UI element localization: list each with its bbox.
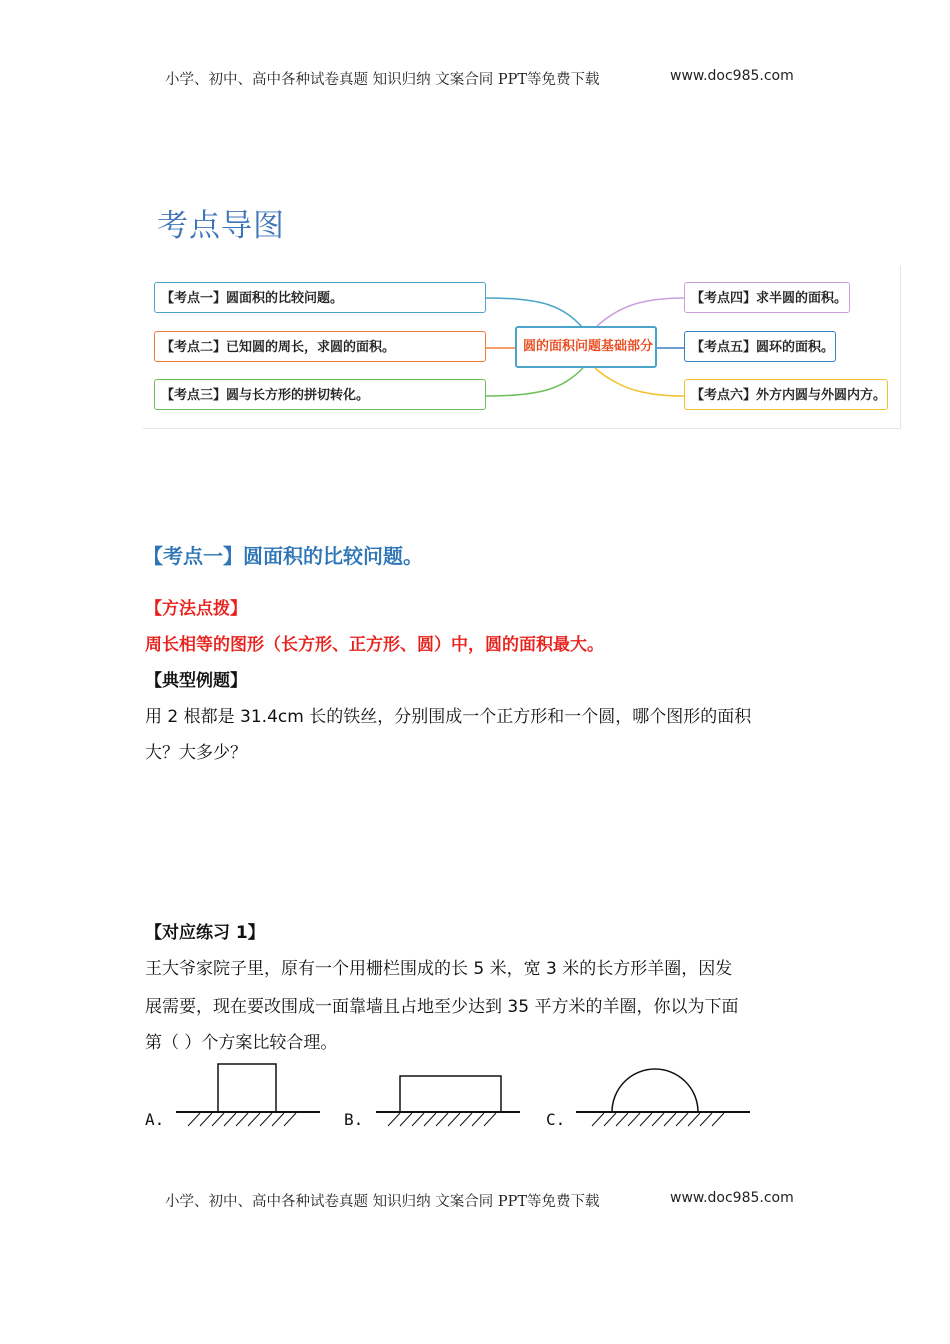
- mindmap-node-1: 【考点一】圆面积的比较问题。: [154, 282, 486, 313]
- mindmap-node-3: 【考点三】圆与长方形的拼切转化。: [154, 379, 486, 410]
- example-line-1: 用 2 根都是 31.4cm 长的铁丝，分别围成一个正方形和一个圆，哪个图形的面积: [145, 707, 752, 727]
- option-b-label: B.: [344, 1110, 364, 1129]
- practice-line-1: 王大爷家院子里，原有一个用栅栏围成的长 5 米，宽 3 米的长方形羊圈，因发: [145, 959, 733, 979]
- practice-line-3: 第（ ）个方案比较合理。: [145, 1033, 338, 1053]
- practice-heading: 【对应练习 1】: [145, 923, 265, 943]
- option-c-label: C.: [546, 1110, 566, 1129]
- mindmap-node-4: 【考点四】求半圆的面积。: [684, 282, 850, 313]
- example-heading: 【典型例题】: [145, 671, 247, 691]
- mindmap-node-5: 【考点五】圆环的面积。: [684, 331, 836, 362]
- mindmap-node-2: 【考点二】已知圆的周长，求圆的面积。: [154, 331, 486, 362]
- practice-line-2: 展需要，现在要改围成一面靠墙且占地至少达到 35 平方米的羊圈，你以为下面: [145, 997, 739, 1017]
- section-title: 【考点一】圆面积的比较问题。: [143, 544, 423, 568]
- footer-text: 小学、初中、高中各种试卷真题 知识归纳 文案合同 PPT等免费下载: [165, 1194, 600, 1210]
- method-heading: 【方法点拨】: [145, 599, 247, 619]
- option-c-figure: [570, 1060, 760, 1130]
- mindmap-title: 考点导图: [157, 208, 285, 244]
- footer-url[interactable]: www.doc985.com: [670, 1190, 794, 1206]
- option-a-figure: [170, 1060, 330, 1130]
- header-url[interactable]: www.doc985.com: [670, 68, 794, 84]
- header-text: 小学、初中、高中各种试卷真题 知识归纳 文案合同 PPT等免费下载: [165, 72, 600, 88]
- option-a-label: A.: [145, 1110, 165, 1129]
- mindmap-center-node: 圆的面积问题基础部分: [515, 326, 657, 368]
- option-b-figure: [370, 1060, 530, 1130]
- method-text: 周长相等的图形（长方形、正方形、圆）中，圆的面积最大。: [145, 635, 604, 655]
- mindmap-node-6: 【考点六】外方内圆与外圆内方。: [684, 379, 888, 410]
- example-line-2: 大？大多少？: [145, 743, 247, 763]
- mindmap: [143, 266, 901, 429]
